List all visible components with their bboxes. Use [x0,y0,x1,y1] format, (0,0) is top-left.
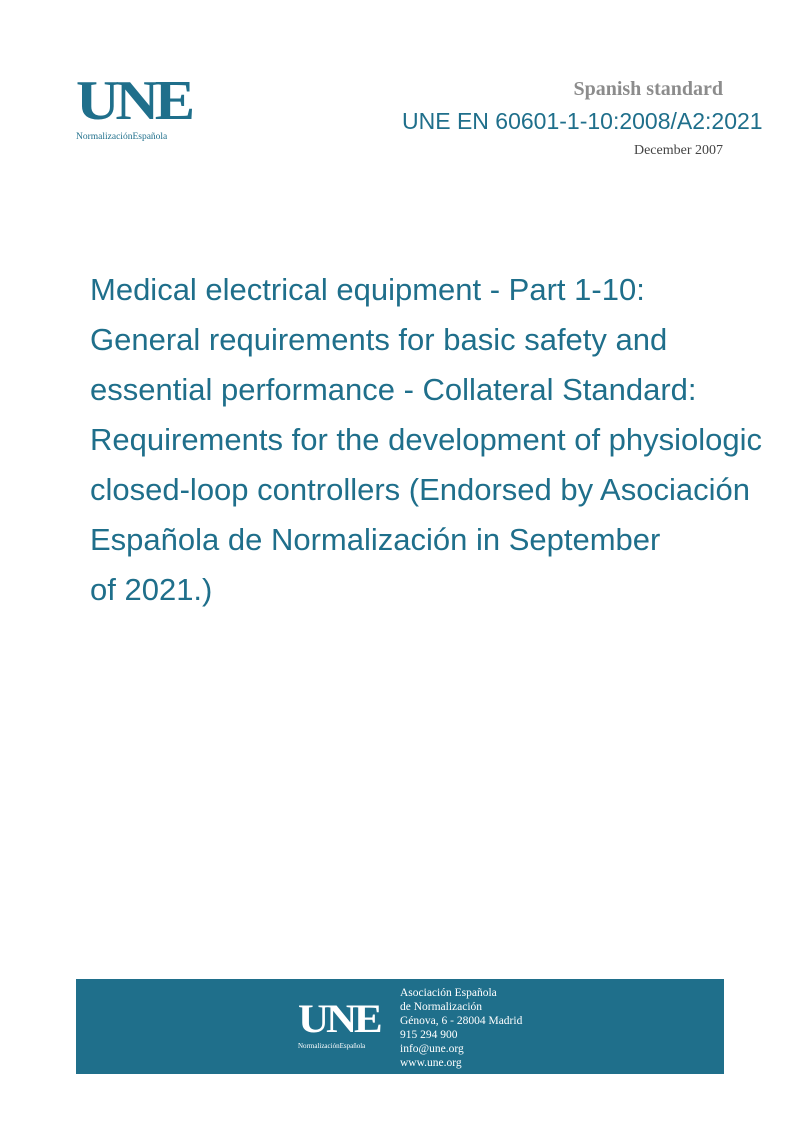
footer-band [76,979,724,1074]
title-line: Requirements for the development of physiologic [90,422,763,457]
document-title [90,265,800,615]
logo-subtitle: NormalizaciónEspañola [76,132,168,142]
standard-type: Spanish standard [573,78,723,100]
logo-mark: UNE [76,70,191,132]
email-link[interactable]: info@une.org [400,1043,464,1055]
standard-code: UNE EN 60601-1-10:2008/A2:2021 [402,108,763,134]
title-line: closed-loop controllers (Endorsed by Asociación [90,472,750,507]
footer-logo-mark: UNE [298,996,380,1041]
title-line: Española de Normalización in September [90,522,661,557]
footer-contact-info [400,986,522,1070]
footer-logo-subtitle: NormalizaciónEspañola [298,1042,366,1050]
organization-name-line: de Normalización [400,1001,483,1013]
title-line: Medical electrical equipment - Part 1-10: [90,272,645,307]
organization-name-line: Asociación Española [400,987,497,999]
website-link[interactable]: www.une.org [400,1057,462,1069]
phone-number: 915 294 900 [400,1029,458,1041]
standard-date: December 2007 [633,143,723,158]
title-line: essential performance - Collateral Standard: [90,372,697,407]
une-logo [76,70,196,142]
title-line: of 2021.) [90,572,213,607]
title-line: General requirements for basic safety and [90,322,668,357]
address: Génova, 6 - 28004 Madrid [400,1015,523,1027]
footer-logo [298,996,388,1050]
